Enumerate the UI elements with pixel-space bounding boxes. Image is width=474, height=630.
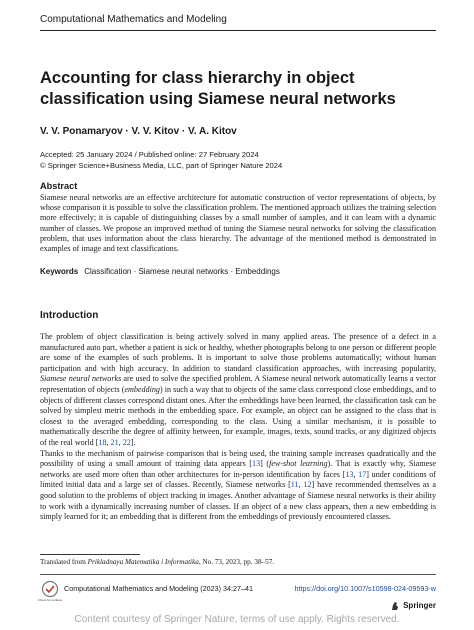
keywords-text: Classification · Siamese neural networks · Embeddings: [84, 267, 280, 276]
citation-link-17[interactable]: 17: [358, 469, 367, 479]
publisher-name: Springer: [403, 601, 436, 610]
citation-link-22[interactable]: 22: [122, 437, 131, 447]
footer-journal-reference: Computational Mathematics and Modeling (2023) 34:27–41: [64, 584, 253, 593]
intro-text: ].: [130, 437, 136, 447]
citation-link-13[interactable]: 13: [345, 469, 354, 479]
doi-link[interactable]: https://doi.org/10.1007/s10598-024-09593-w: [294, 584, 436, 593]
intro-emphasis: few-shot learning: [269, 459, 328, 469]
citation-link-13[interactable]: 13: [252, 459, 261, 469]
intro-text: ). That is exactly why, Siamese networks are used more often than other architectures for in-person identification by faces [: [40, 459, 436, 479]
keywords: [40, 267, 436, 277]
paper-title: Accounting for class hierarchy in object classification using Siamese neural networks: [40, 69, 396, 108]
citation-link-12[interactable]: 12: [303, 480, 312, 490]
publication-dates: [40, 149, 436, 171]
intro-text: ] (: [260, 459, 270, 469]
crossmark-icon[interactable]: [37, 580, 63, 604]
crossmark-label: Check for updates: [37, 598, 63, 602]
journal-header: Computational Mathematics and Modeling: [40, 14, 436, 31]
introduction-heading: Introduction: [40, 310, 99, 321]
footnote-source: Prikladnaya Matematika i Informatika: [87, 558, 199, 566]
dates-line-accepted: Accepted: 25 January 2024 / Published online: 27 February 2024: [40, 150, 259, 159]
author-list: V. V. Ponamaryov · V. V. Kitov · V. A. Kitov: [40, 126, 237, 137]
intro-text: Thanks to the mechanism of pairwise comparison that is being used, the training sample increases quadratically and the possibility of using a small amount of training data appears [: [40, 448, 436, 469]
springer-horse-icon: [390, 601, 400, 611]
dates-line-copyright: © Springer Science+Business Media, LLC, part of Springer Nature 2024: [40, 161, 283, 170]
intro-text: are used to solve the specified problem. A Siamese neural network automatically learns a vector representation of objects (: [40, 374, 436, 394]
footer-divider: [40, 574, 436, 575]
introduction-body: The problem of object classification is being actively solved in many applied areas. The presence of a defect in a manufactured auto part, whether a patient is sick or healthy, whether photographs belong to one person or different people are some of the examples of such problems. It is important to solve those problems automatically; without human participation and with high accuracy. In addition to standard classification approaches, with increasing popularity, Siamese neural networks are used to solve the specified problem. A Siamese neural network automatically learns a vector representation of objects (embedding) in such a way that to objects of the same class correspond close embeddings, and to objects of different classes correspond distant ones. After the embeddings have been learned, the classification task can be solved by simplest metric methods in the embedding space. For example, an object can be assigned to the class that is closest to the averaged embedding, corresponding to the class. Using a similar mechanism, it is possible to mathematically describe the degree of affinity between, for example, images, texts, sound tracks, or any digitized objects of the real world [18, 21, 22]. Thanks to the mechanism of pairwise comparison that is being used, the training sample increases quadratically and the possibility of using a small amount of training data appears [13] (few-shot learning). That is exactly why, Siamese networks are used more often than other architectures for in-person identification by faces [13, 17] under conditions of limited initial data and a large set of classes. Recently, Siamese networks [11, 12] have recommended themselves as a good solution to the problems of object tracking in images. Another advantage of Siamese neural networks is their ability to work with a dynamically increasing number of classes. If an object of a new class appears, then a new embedding is simply learned for it; an embedding that is different from the embeddings of previously encountered classes.: [40, 332, 437, 522]
citation-link-18[interactable]: 18: [98, 437, 107, 447]
intro-emphasis: embedding: [124, 384, 160, 394]
footnote-text: , No. 73, 2023, pp. 38–57.: [198, 558, 275, 566]
intro-text: ] have recommended themselves as a good solution to the problems of object tracking in images. Another advantage of Siamese neural networks is their ability to work with a dynamically increasing number of classes. If an object of a new class appears, then a new embedding is simply learned for it; an embedding that is different from the embeddings of previously encountered classes.: [40, 480, 437, 522]
keywords-label: Keywords: [40, 267, 79, 276]
footnote-divider: [40, 554, 140, 555]
abstract-body: Siamese neural networks are an effective architecture for automatic construction of vector representations of objects, by whose comparison it is possible to solve the classification problem. The mentioned approach utilizes the training selection more effectively; it is capable of distinguishing classes by a small number of samples, and it can learn with a dynamic number of classes. We propose an improved method of tuning the Siamese neural networks for solving the classification problem, that uses information about the class hierarchy. The advantage of the mentioned method is demonstrated in examples of image and text classifications.: [40, 193, 436, 254]
translation-footnote: [40, 558, 436, 567]
abstract-heading: Abstract: [40, 181, 78, 191]
intro-text: ] under conditions of limited initial data and a large set of classes. Recently, Siamese networks [: [40, 469, 436, 490]
courtesy-watermark: Content courtesy of Springer Nature, terms of use apply. Rights reserved.: [74, 614, 400, 625]
intro-text: ) in such a way that to objects of the same class correspond close embeddings, and to objects of different classes correspond distant ones. After the embeddings have been learned, the classification task can be solved by simplest metric methods in the embedding space. For example, an object can be assigned to the class that is closest to the averaged embedding, corresponding to the class. Using a similar mechanism, it is possible to mathematically describe the degree of affinity between, for example, images, texts, sound tracks, or any digitized objects of the real world [: [40, 384, 436, 447]
footnote-text: Translated from: [40, 558, 88, 566]
intro-text: The problem of object classification is being actively solved in many applied areas. The presence of a defect in a manufactured auto part, whether a patient is sick or healthy, whether photographs belong to one person or different people are some of the examples of such problems. It is important to solve those problems automatically; without human participation and with high accuracy. In addition to standard classification approaches, with increasing popularity,: [40, 332, 436, 373]
citation-link-21[interactable]: 21: [110, 437, 119, 447]
springer-logo: [390, 600, 436, 611]
intro-emphasis: Siamese neural networks: [40, 374, 122, 384]
citation-link-11[interactable]: 11: [290, 480, 299, 490]
